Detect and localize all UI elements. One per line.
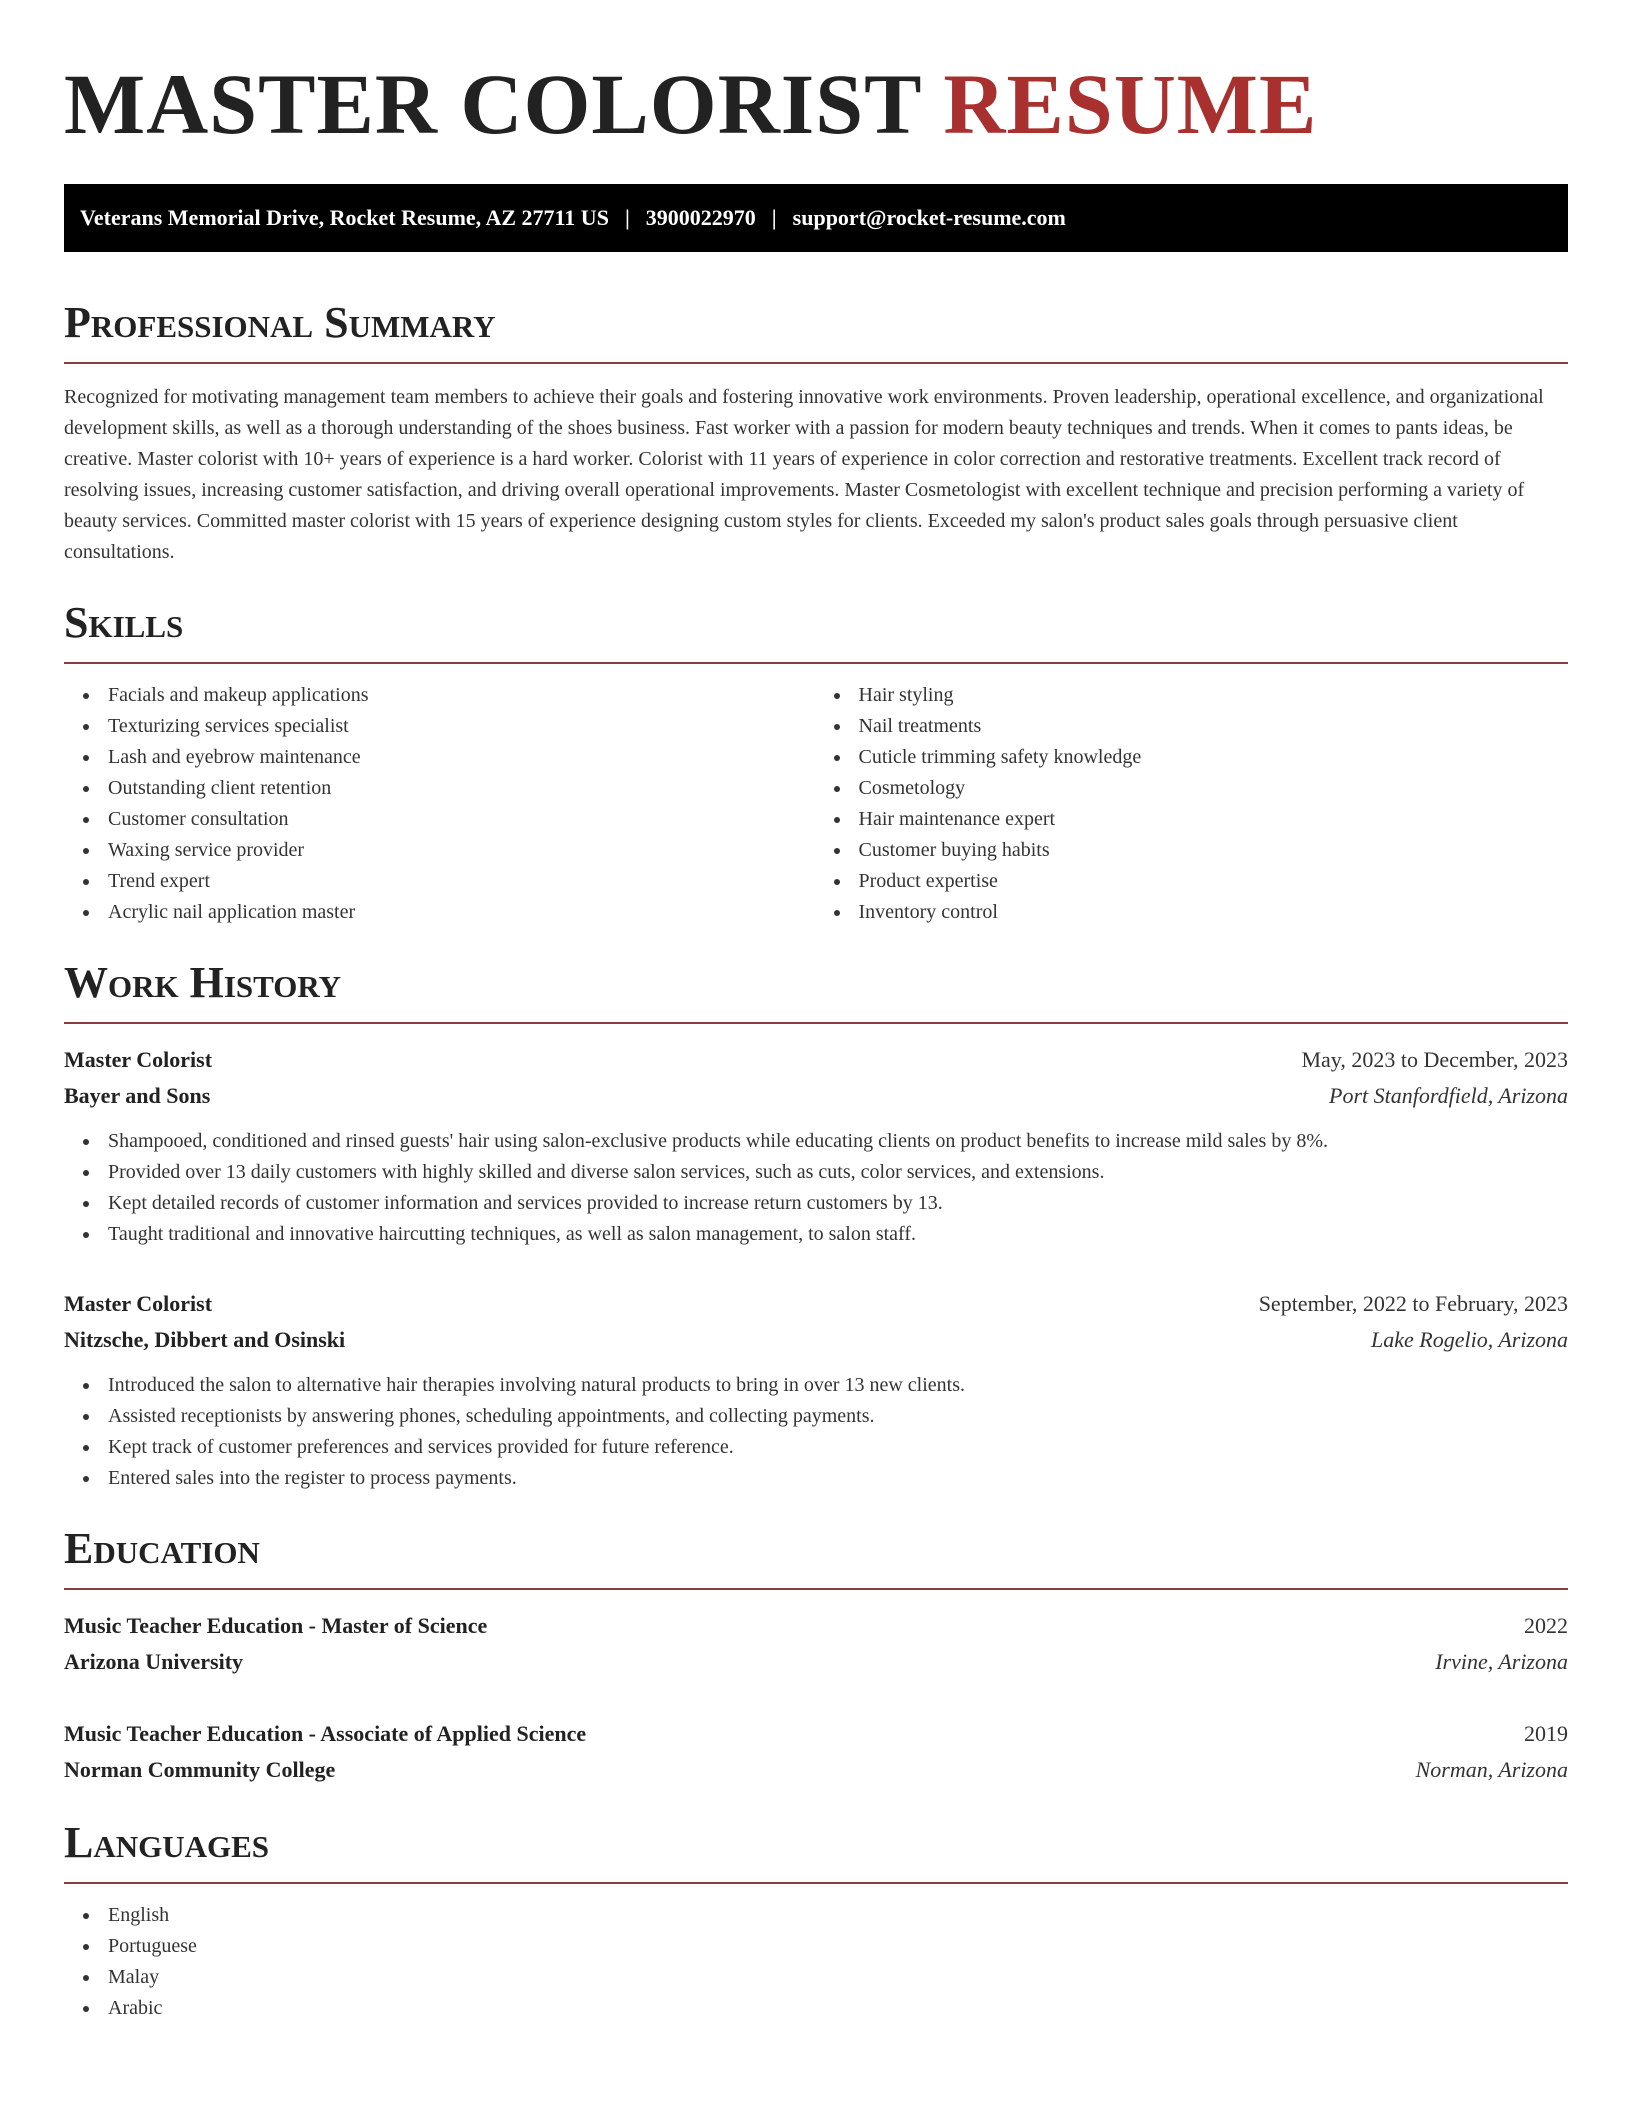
skill-item: Customer buying habits bbox=[859, 835, 1569, 866]
language-item: English bbox=[108, 1900, 1568, 1931]
education-entry bbox=[64, 1716, 1568, 1788]
education-degree-row bbox=[64, 1608, 1568, 1644]
job-entry bbox=[64, 1042, 1568, 1250]
work-history-heading: Work History bbox=[64, 958, 1568, 1024]
contact-phone: 3900022970 bbox=[645, 205, 756, 230]
job-bullet: Shampooed, conditioned and rinsed guests' hair using salon-exclusive products while educating clients on product benefits to increase mild sales by 8%. bbox=[108, 1126, 1568, 1157]
skill-item: Texturizing services specialist bbox=[108, 711, 818, 742]
contact-bar bbox=[64, 184, 1568, 252]
skill-item: Facials and makeup applications bbox=[108, 680, 818, 711]
skill-item: Customer consultation bbox=[108, 804, 818, 835]
work-history-section bbox=[64, 958, 1568, 1494]
language-item: Arabic bbox=[108, 1993, 1568, 2024]
education-degree-row bbox=[64, 1716, 1568, 1752]
skill-item: Acrylic nail application master bbox=[108, 897, 818, 928]
education-location: Norman, Arizona bbox=[1415, 1757, 1568, 1782]
education-school-row bbox=[64, 1752, 1568, 1788]
languages-heading: Languages bbox=[64, 1818, 1568, 1884]
education-year: 2022 bbox=[1524, 1613, 1568, 1638]
language-item: Portuguese bbox=[108, 1931, 1568, 1962]
skill-item: Product expertise bbox=[859, 866, 1569, 897]
skill-item: Cosmetology bbox=[859, 773, 1569, 804]
languages-list bbox=[64, 1900, 1568, 2024]
job-bullets bbox=[64, 1370, 1568, 1494]
job-title: Master Colorist bbox=[64, 1291, 213, 1316]
education-degree: Music Teacher Education - Master of Science bbox=[64, 1613, 488, 1638]
job-title: Master Colorist bbox=[64, 1047, 213, 1072]
education-school-row bbox=[64, 1644, 1568, 1680]
contact-address: Veterans Memorial Drive, Rocket Resume, AZ 27711 US bbox=[80, 205, 609, 230]
skill-item: Lash and eyebrow maintenance bbox=[108, 742, 818, 773]
summary-text: Recognized for motivating management team members to achieve their goals and fostering innovative work environments. Proven leadership, operational excellence, and organizational development skills, as well as a thorough understanding of the shoes business. Fast worker with a passion for modern beauty techniques and trends. When it comes to pants ideas, be creative. Master colorist with 10+ years of experience is a hard worker. Colorist with 11 years of experience in color correction and restorative treatments. Excellent track record of resolving issues, increasing customer satisfaction, and driving overall operational improvements. Master Cosmetologist with excellent technique and precision performing a variety of beauty services. Committed master colorist with 15 years of experience designing custom styles for clients. Exceeded my salon's product sales goals through persuasive client consultations. bbox=[64, 386, 1544, 563]
skill-item: Trend expert bbox=[108, 866, 818, 897]
skill-item: Cuticle trimming safety knowledge bbox=[859, 742, 1569, 773]
skills-list-right bbox=[818, 680, 1569, 928]
skill-item: Hair styling bbox=[859, 680, 1569, 711]
skill-item: Waxing service provider bbox=[108, 835, 818, 866]
skill-item: Outstanding client retention bbox=[108, 773, 818, 804]
skills-grid bbox=[64, 664, 1568, 928]
job-bullets bbox=[64, 1126, 1568, 1250]
job-entry bbox=[64, 1286, 1568, 1494]
languages-section bbox=[64, 1818, 1568, 2024]
education-year: 2019 bbox=[1524, 1721, 1568, 1746]
skills-list-left bbox=[64, 680, 818, 928]
job-bullet: Introduced the salon to alternative hair therapies involving natural products to bring in over 13 new clients. bbox=[108, 1370, 1568, 1401]
title-accent: RESUME bbox=[943, 56, 1318, 152]
title-main: MASTER COLORIST bbox=[64, 56, 921, 152]
education-degree: Music Teacher Education - Associate of Applied Science bbox=[64, 1721, 587, 1746]
language-item: Malay bbox=[108, 1962, 1568, 1993]
job-location: Lake Rogelio, Arizona bbox=[1371, 1327, 1568, 1352]
education-school: Arizona University bbox=[64, 1649, 244, 1674]
education-section bbox=[64, 1524, 1568, 1788]
job-dates: May, 2023 to December, 2023 bbox=[1301, 1047, 1568, 1072]
job-title-row bbox=[64, 1042, 1568, 1078]
job-bullet: Entered sales into the register to process payments. bbox=[108, 1463, 1568, 1494]
skill-item: Nail treatments bbox=[859, 711, 1569, 742]
job-company-row bbox=[64, 1078, 1568, 1114]
education-entry bbox=[64, 1608, 1568, 1680]
skill-item: Inventory control bbox=[859, 897, 1569, 928]
job-title-row bbox=[64, 1286, 1568, 1322]
skill-item: Hair maintenance expert bbox=[859, 804, 1569, 835]
summary-heading: Professional Summary bbox=[64, 298, 1568, 364]
job-bullet: Kept track of customer preferences and services provided for future reference. bbox=[108, 1432, 1568, 1463]
education-location: Irvine, Arizona bbox=[1435, 1649, 1568, 1674]
skills-heading: Skills bbox=[64, 598, 1568, 664]
contact-email: support@rocket-resume.com bbox=[792, 205, 1066, 230]
education-heading: Education bbox=[64, 1524, 1568, 1590]
resume-title bbox=[64, 56, 1568, 152]
job-dates: September, 2022 to February, 2023 bbox=[1258, 1291, 1568, 1316]
job-company-row bbox=[64, 1322, 1568, 1358]
contact-separator: | bbox=[771, 205, 777, 230]
job-bullet: Provided over 13 daily customers with highly skilled and diverse salon services, such as cuts, color services, and extensions. bbox=[108, 1157, 1568, 1188]
job-bullet: Assisted receptionists by answering phones, scheduling appointments, and collecting payments. bbox=[108, 1401, 1568, 1432]
job-location: Port Stanfordfield, Arizona bbox=[1329, 1083, 1568, 1108]
summary-section bbox=[64, 298, 1568, 568]
contact-separator: | bbox=[624, 205, 630, 230]
education-school: Norman Community College bbox=[64, 1757, 336, 1782]
skills-section bbox=[64, 598, 1568, 928]
job-bullet: Taught traditional and innovative haircutting techniques, as well as salon management, to salon staff. bbox=[108, 1219, 1568, 1250]
job-company: Nitzsche, Dibbert and Osinski bbox=[64, 1327, 346, 1352]
job-bullet: Kept detailed records of customer information and services provided to increase return customers by 13. bbox=[108, 1188, 1568, 1219]
job-company: Bayer and Sons bbox=[64, 1083, 211, 1108]
